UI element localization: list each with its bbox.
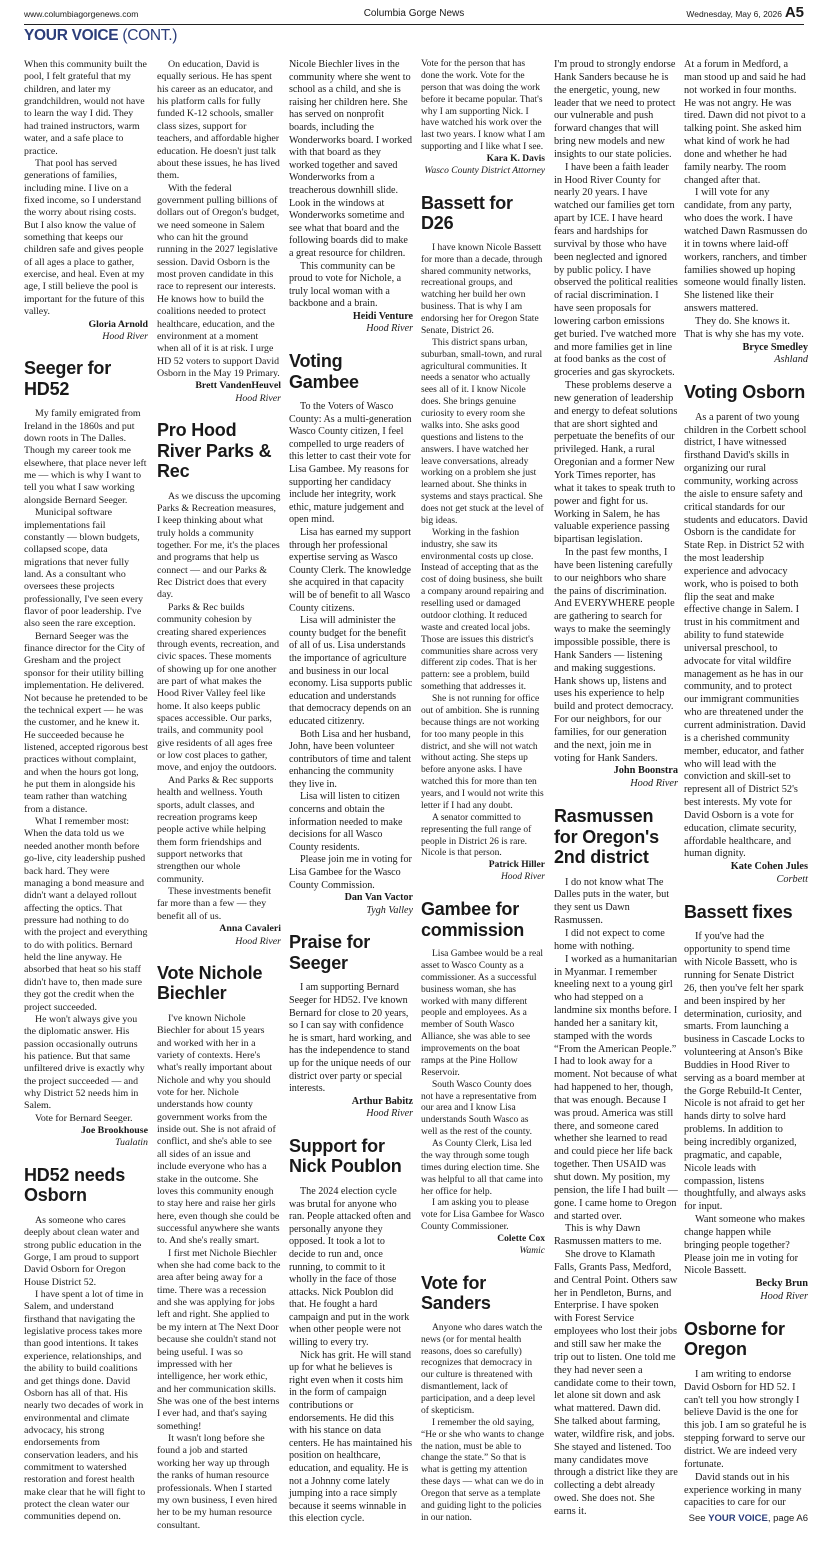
section-header bbox=[24, 27, 177, 47]
letter-paragraph: I'm proud to strongly endorse Hank Sanders because he is the energetic, young, new leader that we need to protect our vulnerable and push forward changes that will bring new models and new insights to our state policies. bbox=[554, 59, 676, 160]
letter-paragraph: When this community built the pool, I felt grateful that my children, and later my grandchildren, would not have to learn the way I did. They had trained instructors, warm water, and a safe place to practice. bbox=[24, 59, 147, 157]
letter-headline: Bassett for D26 bbox=[421, 192, 513, 234]
author-name: Gloria Arnold bbox=[88, 318, 148, 330]
letter-headline: Osborne for Oregon bbox=[684, 1318, 785, 1360]
letter-paragraph: Lisa will administer the county budget for the benefit of all of us. Lisa understands the importance of agriculture and business in our local economy. Lisa supports public education and understands that democracy depends on an educated citizenry. bbox=[289, 615, 413, 727]
letter-paragraph: With the federal government pulling billions of dollars out of Oregon's budget, we need someone in Salem who can hit the ground running in the 2027 legislative session. David Osborn is the most proven candidate in this race to represent our interests. He knows how to build the coalitions needed to protect healthcare, education, and the environment at a moment when all of it is at risk. I urge HD 52 voters to support David Osborn in the May 19 Primary. bbox=[157, 182, 280, 379]
letter-paragraph: They do. She knows it. That is why she has my vote. bbox=[684, 315, 804, 340]
letter-paragraph: I worked as a humanitarian in Myanmar. I remember kneeling next to a young girl who had stepped on a landmine six months before. I handed her a sanitary kit, stamped with the words “From the American People.” I had to look away for a moment. Not because of what had happened to her, though, that was enough. Because I was proud. America was still there, and someone cared whether she learned to read and could piece her life back together. Then USAID was shut down. My position, my pension, the life I had built — gone. I came home to Oregon and started over. bbox=[554, 953, 678, 1222]
author-name: Kara K. Davis bbox=[486, 154, 545, 164]
letter-paragraph: Parks & Rec builds community cohesion by creating shared experiences through events, recreation, and civic spaces. These moments of showing up for one another are part of what makes the Hood River Valley feel like home. It also keeps public spaces accessible. Our parks, trails, and community pool give residents of all ages free or low cost places to gather, move, and enjoy the outdoors. bbox=[157, 601, 280, 774]
letter-headline: Pro Hood River Parks & Rec bbox=[157, 420, 272, 482]
author-town: Hood River bbox=[760, 1291, 808, 1303]
letter-headline: Vote for Sanders bbox=[421, 1272, 491, 1314]
letter-paragraph: In the past few months, I have been listening carefully to our neighbors who share the pains of discrimination. And EVERYWHERE people are gathering to search for ways to make the seemingly impossible possible, there is Hank Sanders — listening and making suggestions. Hank shows up, listens and uses his experience to help build and protect democracy. For our neighbors, for our families, for our generation and the next, join me in voting for Hank Sanders. bbox=[554, 547, 675, 764]
letter-paragraph: Vote for Bernard Seeger. bbox=[35, 1112, 133, 1124]
letter bbox=[554, 806, 678, 1519]
author-town: Corbett bbox=[776, 874, 808, 886]
letter-headline: Rasmussen for Oregon's 2nd district bbox=[554, 806, 659, 868]
author-town: Hood River bbox=[102, 330, 148, 342]
letter-paragraph: As someone who cares deeply about clean water and strong public education in the Gorge, I am proud to support David Osborn for Oregon House District 52. bbox=[24, 1214, 142, 1288]
newspaper-name: Columbia Gorge News bbox=[363, 8, 465, 19]
author-town: Tualatin bbox=[115, 1137, 148, 1149]
letter-signature bbox=[421, 1234, 545, 1258]
letter-paragraph: She drove to Klamath Falls, Grants Pass, Medford, and Central Point. Others saw her in Pendleton, Burns, and Enterprise. I have spoken with Forest Service employees who lost their jobs and still saw her make the trip out to listen. One told me they had never seen a candidate come to their town, let alone sit down and ask what mattered. Dawn did. She talked about farming, water, wildfire risk, and jobs. She stayed and listened. Too many candidates move through a district like they are collecting a debt already owed. She does not. She earns it. bbox=[554, 1249, 678, 1517]
letter-paragraph: Want someone who makes change happen while bringing people together? Please join me in voting for Nicole Bassett. bbox=[684, 1214, 805, 1277]
author-town: Hood River bbox=[235, 392, 281, 404]
letter-paragraph: As County Clerk, Lisa led the way through some tough times during election time. She was helpful to all that came into her office for help. bbox=[421, 1139, 543, 1197]
letter-headline: Seeger for HD52 bbox=[24, 358, 112, 399]
column-5 bbox=[554, 59, 678, 1519]
letter-paragraph: That pool has served generations of families, including mine. I live on a fixed income, so I understand the worry about rising costs. But I also know the value of something that keeps our children safe and gives people of all ages a place to gather, exercise, and heal. Even at my age, I still believe the pool is important for the future of this valley. bbox=[24, 157, 145, 318]
letter bbox=[24, 358, 148, 1150]
letter-paragraph: Both Lisa and her husband, John, have been volunteer contributors of time and talent enhancing the community they live in. bbox=[289, 728, 412, 790]
column-3 bbox=[289, 59, 413, 1526]
author-town: Hood River bbox=[630, 778, 678, 790]
letter-paragraph: I am asking you to please vote for Lisa Gambee for Wasco County Commissioner. bbox=[421, 1198, 545, 1233]
author-name: Colette Cox bbox=[497, 1234, 545, 1244]
letter-headline: Gambee for commission bbox=[421, 899, 525, 940]
letter bbox=[157, 59, 281, 405]
letter-paragraph: As we discuss the upcoming Parks & Recreation measures, I keep thinking about what truly holds a community together. For me, it's the places and programs that help us connect — and our Parks & Rec District does that every day. bbox=[157, 490, 281, 601]
author-town: Hood River bbox=[235, 935, 281, 947]
letter-paragraph: Bernard Seeger was the finance director for the City of Gresham and the project sponsor for their utility billing implementation. He delivered. Not because he pretended to be the technical expert — he was the customer, and he knew it. He succeeded because he listened, accepted rigorous best practices without complaint, and when the hours got long, he put them in alongside his team rather than watching from a distance. bbox=[24, 630, 148, 815]
letter-paragraph: Municipal software implementations fail constantly — blown budgets, collapsed scope, data migrations that never fully land. As a consultant who oversees these projects professionally, I've seen every flavor of poor leadership. I've also seen the rare exception. bbox=[24, 507, 144, 630]
jump-section: YOUR VOICE bbox=[708, 1513, 768, 1525]
letter bbox=[289, 1136, 413, 1526]
letter-paragraph: Nick has grit. He will stand up for what he believes is right even when it costs him in the form of campaign contributions or endorsements. He did this with his stance on data centers. He has maintained his position on healthcare, education, and equality. He is not a Johnny come lately jumping into a race simply because it seems winnable in this election cycle. bbox=[289, 1349, 413, 1525]
letter bbox=[684, 382, 808, 887]
letter-paragraph: On education, David is equally serious. He has spent his career as an educator, and his platform calls for fully funded K-12 schools, smaller class sizes, support for teachers, and affordable higher education. He doesn't just talk about these issues, he has lived them. bbox=[157, 59, 280, 182]
page-folio bbox=[24, 0, 804, 25]
column-4 bbox=[421, 59, 545, 1525]
letter-paragraph: My family emigrated from Ireland in the 1860s and put down roots in The Dalles. Though my career took me elsewhere, that place never left me — which is why I want to tell you what I saw working alongside Bernard Seeger. bbox=[24, 408, 147, 506]
letter-paragraph: Working in the fashion industry, she saw its environmental costs up close. Instead of accepting that as the cost of doing business, she built a company around repairing and reselling used or damaged outdoor clothing. It reduced waste and created local jobs. Those are issues this district's communities share across very different zip codes. That is her pattern: see a problem, build something that addresses it. bbox=[421, 527, 544, 693]
letter-headline: Support for Nick Poublon bbox=[289, 1135, 402, 1177]
letter-paragraph: The 2024 election cycle was brutal for anyone who ran. People attacked often and personally anyone they opposed. It took a lot to decide to run and, once running, to commit to it wholly in the face of those attacks. Nick Poublon did that. He fought a hard campaign and put in the work when other people were not willing to every try. bbox=[289, 1185, 411, 1349]
letter-headline: HD52 needs Osborn bbox=[24, 1164, 126, 1206]
author-town: Wamic bbox=[519, 1245, 545, 1256]
letter-paragraph: I remember the old saying, “He or she who wants to change the nation, must be able to change the state.” So that is what is getting my attention these days — what can we do in Oregon that serve as a template and guiding light to the policies in our nation. bbox=[421, 1417, 544, 1523]
letter-paragraph: I will vote for any candidate, from any party, who does the work. I have watched Dawn Rasmussen do it in towns where laid-off workers, ranchers, and timber families showed up hoping someone would finally listen. She listened like their answers mattered. bbox=[684, 187, 808, 315]
section-continued: (CONT.) bbox=[122, 27, 178, 44]
letter-paragraph: To the Voters of Wasco County: As a multi-generation Wasco County citizen, I feel compelled to urge readers of this letter to cast their vote for Lisa Gambee. My reasons for supporting her candidacy include her integrity, work ethic, mature judgement and open mind. bbox=[289, 401, 412, 526]
jump-page: , page A6 bbox=[767, 1513, 808, 1525]
letter-paragraph: She is not running for office out of ambition. She is running because things are not working for too many people in this district, and she will not watch without acting. She steps up before anyone asks. I have watched this for more than ten years, and I would not write this letter if I had any doubt. bbox=[421, 694, 544, 811]
letter-paragraph: I did not expect to come home with nothing. bbox=[554, 927, 665, 952]
letter-paragraph: This district spans urban, suburban, small-town, and rural agricultural communities. It needs a senator who actually sees all of it. I know Nicole does. She brings genuine curiosity to every room she walks into. She asks good questions and listens to the answers. I have watched her leave conversations, already working on a problem she just learned about. She thinks in systems and stays practical. She does not get stuck at the level of big ideas. bbox=[421, 337, 544, 526]
letter-paragraph: I am supporting Bernard Seeger for HD52. I've known Bernard for close to 20 years, so I can say with confidence he is smart, hard working, and has the independence to stand up for the unique needs of our district over party or special interests. bbox=[289, 982, 412, 1095]
letter-paragraph: A senator committed to representing the full range of people in District 26 is rare. Nicole is that person. bbox=[421, 812, 532, 859]
letter bbox=[157, 963, 281, 1532]
letter bbox=[684, 902, 808, 1304]
letter-signature bbox=[684, 1278, 808, 1304]
letter-paragraph: He won't always give you the diplomatic answer. His passion occasionally outruns his patience. But that same unfiltered drive is exactly why the project succeeded — and why District 52 needs him in Salem. bbox=[24, 1013, 145, 1112]
letter-headline: Praise for Seeger bbox=[289, 932, 371, 973]
letter-headline: Voting Gambee bbox=[289, 351, 359, 392]
author-name: John Boonstra bbox=[613, 765, 678, 777]
section-title: YOUR VOICE bbox=[24, 27, 119, 44]
letter-paragraph: I have spent a lot of time in Salem, and understand firsthand that navigating the legislative process takes more than good intentions. It takes experience, relationships, and the ability to build coalitions and get things done. David Osborn has all of that. His nearly two decades of work in environmental and climate advocacy, his strong endorsements from conservation leaders, and his commitment to watershed restoration and forest health make clear that he will fight to protect the clean water our communities depend on. bbox=[24, 1288, 146, 1523]
letter-paragraph: These investments benefit far more than a few — they benefit all of us. bbox=[157, 886, 272, 922]
letter bbox=[684, 1319, 808, 1510]
letter bbox=[157, 420, 281, 948]
letter-paragraph: It wasn't long before she found a job and started working her way up through the ranks of human resource professionals. When I started my own business, I even hired her to be my human resource consultant. bbox=[157, 1433, 278, 1531]
letter bbox=[421, 193, 545, 884]
letter-paragraph: This community can be proud to vote for Nichole, a truly local woman with a backbone and a brain. bbox=[289, 260, 402, 310]
letter bbox=[684, 59, 808, 367]
letter bbox=[421, 1273, 545, 1525]
issue-date: Wednesday, May 6, 2026 bbox=[686, 9, 782, 19]
author-name: Bryce Smedley bbox=[742, 341, 808, 353]
letter-headline: Bassett fixes bbox=[684, 901, 793, 922]
author-name: Arthur Babitz bbox=[351, 1095, 413, 1107]
letter bbox=[554, 59, 678, 791]
letter-paragraph: I do not know what The Dalles puts in the water, but they sent us Dawn Rasmussen. bbox=[554, 876, 670, 927]
site-url[interactable]: www.columbiagorgenews.com bbox=[24, 9, 139, 19]
author-name: Dan Van Vactor bbox=[344, 892, 413, 904]
letter-signature bbox=[684, 861, 808, 887]
letter-paragraph: Lisa Gambee would be a real asset to Wasco County as a commissioner. As a successful business woman, she has worked with many different people and employees. As a member of South Wasco Alliance, she was able to see improvements on the boat ramps at the Pine Hollow Reservoir. bbox=[421, 949, 544, 1078]
letter-paragraph: Lisa has earned my support through her professional expertise serving as Wasco County Clerk. The knowledge she acquired in that capacity will be of benefit to all Wasco County citizens. bbox=[289, 527, 412, 614]
letter-headline: Voting Osborn bbox=[684, 382, 806, 403]
letter-paragraph: Nicole Biechler lives in the community where she went to school as a child, and she is raising her children here. She has served on nonprofit boards, including the Wonderworks board. I worked with that board as they worked together and saved Wonderworks from a treacherous downhill slide. Look in the windows at Wonderworks sometime and see what that board and the following boards did to make a great resource for children. bbox=[289, 59, 413, 259]
letter-paragraph: I've known Nichole Biechler for about 15 years and worked with her in a variety of contexts. Here's what's really important about Nichole and why you should vote for her. Nichole understands how county government works from the inside out. She is not afraid of conflict, and she's able to see all sides of an issue and include everyone who has a stake in the outcome. She loves this community enough to stay here and raise her girls here, even though she could be successful anywhere she wants to. And she's really smart. bbox=[157, 1012, 280, 1247]
column-1 bbox=[24, 59, 148, 1524]
letter-paragraph: As a parent of two young children in the Corbett school district, I have witnessed firsthand David's skills in organizing our rural community, working across the aisle to ensure safety and critical standards for our students and educators. David Osborn is the candidate for State Rep. in District 52 with the most leadership experience and advocacy work, who is poised to both flip the seat and make effective change in Salem. I trust in his commitment and ability to fund statewide universal preschool, to advocate for vital wildfire management as he has in our community, and to protect our immigrant communities who are threatened under the current administration. David is a cherished community member, educator, and father who will lead with the conviction and skill-set to represent all of District 52's best interests. My vote for David Osborn is a vote for education, climate security, affordable healthcare, and human dignity. bbox=[684, 411, 808, 860]
letter-paragraph: I am writing to endorse David Osborn for HD 52. I can't tell you how strongly I believe David is the one for this job. I am so grateful he is stepping forward to serve our district. We are indeed very fortunate. bbox=[684, 1368, 807, 1470]
newspaper-page bbox=[24, 0, 808, 1548]
author-name: Brett VandenHeuvel bbox=[195, 380, 281, 392]
letter-signature bbox=[24, 1125, 148, 1150]
author-name: Becky Brun bbox=[755, 1278, 808, 1290]
page-number: A5 bbox=[784, 4, 804, 21]
letter-paragraph: I have been a faith leader in Hood River County for nearly 20 years. I have watched our families get torn apart by ICE. I have heard fears and hardships for survival by those who have been neglected and ignored by public policy. I have observed the political realities of racial discrimination. I have seen proposals for lowering carbon emissions get buried. I've watched more and more families get in line at food banks as the cost of groceries and gas skyrockets. bbox=[554, 161, 678, 379]
author-town: Hood River bbox=[500, 872, 545, 883]
letter-paragraph: Lisa will listen to citizen concerns and obtain the information needed to make decisions for all Wasco County residents. bbox=[289, 791, 403, 853]
letter-paragraph: I first met Nichole Biechler when she had come back to the area after being away for a time. There was a recession and she was applying for jobs left and right. She applied to be my intern at The Next Door because she couldn't stand not being useful. I was so impressed with her intelligence, her work ethic, and her communication skills. She was one of the best interns I ever had, and that's saying something! bbox=[157, 1247, 281, 1432]
author-town: Tygh Valley bbox=[366, 904, 413, 916]
letter-paragraph: David stands out in his experience working in many capacities to care for our bbox=[684, 1471, 802, 1509]
letter bbox=[24, 1165, 148, 1524]
author-name: Anna Cavaleri bbox=[219, 923, 281, 935]
author-town: Hood River bbox=[366, 1108, 413, 1120]
letter-paragraph: And Parks & Rec supports health and wellness. Youth sports, adult classes, and recreation programs keep people active while helping them form friendships and support networks that strengthen our whole community. bbox=[157, 774, 274, 885]
author-name: Patrick Hiller bbox=[488, 860, 545, 871]
letter-signature bbox=[289, 1096, 413, 1121]
letter-paragraph: This is why Dawn Rasmussen matters to me. bbox=[554, 1223, 662, 1248]
letter-headline: Vote Nichole Biechler bbox=[157, 962, 263, 1004]
author-town: Ashland bbox=[774, 354, 808, 366]
letter bbox=[24, 59, 148, 343]
letter-paragraph: I have known Nicole Bassett for more than a decade, through shared community networks, recreational groups, and watching her build her own business. That is why I am endorsing her for Oregon State Senate, District 26. bbox=[421, 242, 543, 336]
letter-signature bbox=[421, 860, 545, 884]
letter-signature bbox=[554, 765, 678, 791]
letter-paragraph: Vote for the person that has done the work. Vote for the person that was doing the work before it became popular. That's why I am supporting Nick. I have watched his work over the last two years. I know what I am supporting and I like what I see. bbox=[421, 59, 545, 153]
letter-signature bbox=[421, 154, 545, 178]
letter-signature bbox=[157, 380, 281, 405]
author-town: Wasco County District Attorney bbox=[424, 165, 545, 176]
letter-paragraph: At a forum in Medford, a man stood up and said he had not worked in four months. He was not angry. He was tired. Dawn did not pivot to a talking point. She asked him what kind of work he had done and whether he had family nearby. The room changed after that. bbox=[684, 59, 806, 186]
letter-paragraph: What I remember most: When the data told us we needed another month before go-live, city leadership pushed back hard. They were managing a bond measure and didn't want a delayed rollout affecting the optics. That pressure had nothing to do with the project and everything to do with politics. Bernard held the line anyway. He absorbed that heat so his staff didn't have to, then made sure they got the credit when the project succeeded. bbox=[24, 816, 148, 1013]
letter bbox=[289, 932, 413, 1121]
column-6 bbox=[684, 59, 808, 1526]
jump-prefix: See bbox=[688, 1513, 706, 1525]
letter-signature bbox=[289, 892, 413, 917]
letter-paragraph: Please join me in voting for Lisa Gambee for the Wasco County Commission. bbox=[289, 854, 412, 891]
letter bbox=[289, 351, 413, 917]
letter bbox=[421, 59, 545, 178]
column-2 bbox=[157, 59, 281, 1532]
letter-paragraph: These problems deserve a new generation of leadership and energy to defeat solutions that are short sighted and perpetuate the benefits of our privileged. Hank, a rural Oregonian and a former New York Times reporter, has what it takes to speak truth to power and fight for us. Working in Salem, he has valuable experience passing bipartisan legislation. bbox=[554, 380, 678, 546]
author-name: Kate Cohen Jules bbox=[730, 861, 808, 873]
letter-paragraph: If you've had the opportunity to spend time with Nicole Bassett, who is running for Senate District 26, then you've felt her spark and been inspired by her determination, curiosity, and smarts. From launching a business in Cascade Locks to volunteering at Anson's Bike Buddies in Hood River to serving as a board member at the Gorge Rebuild-It Center, Nicole is not afraid to get her hands dirty to solve hard problems. In addition to being incredibly organized, pragmatic, and capable, Nicole leads with compassion, listens thoughtfully, and always asks for input. bbox=[684, 931, 806, 1213]
author-name: Joe Brookhouse bbox=[80, 1125, 148, 1137]
jump-line[interactable] bbox=[684, 1513, 808, 1526]
letter bbox=[289, 59, 413, 336]
letter-signature bbox=[684, 342, 808, 368]
letter-paragraph: Anyone who dares watch the news (or for mental health reasons, does so carefully) recognizes that democracy in our culture is threatened with dismantlement, lack of participation, and a deep level of skepticism. bbox=[421, 1322, 543, 1416]
letter-signature bbox=[24, 319, 148, 344]
letter-signature bbox=[289, 311, 413, 336]
author-town: Hood River bbox=[366, 323, 413, 335]
letter-paragraph: South Wasco County does not have a representative from our area and I know Lisa understands South Wasco as well as the rest of the county. bbox=[421, 1079, 537, 1138]
letter-signature bbox=[157, 923, 281, 948]
letter bbox=[421, 899, 545, 1258]
author-name: Heidi Venture bbox=[352, 310, 413, 322]
